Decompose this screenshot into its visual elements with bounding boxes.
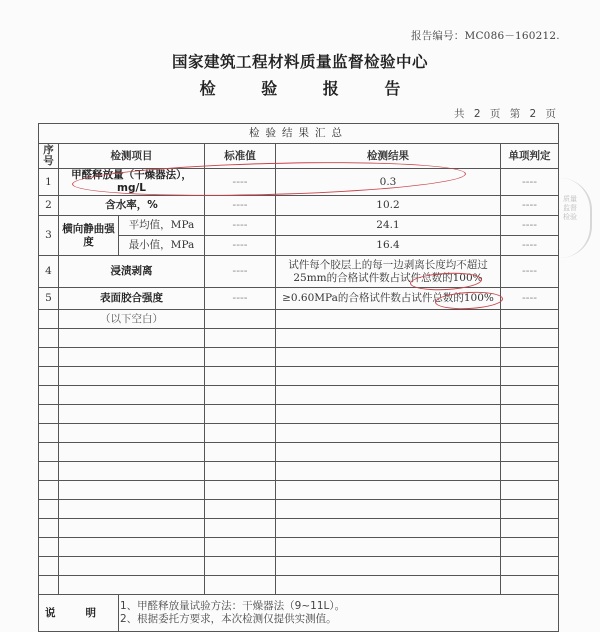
row-seq: 3 bbox=[39, 216, 59, 256]
notes-label-right: 明 bbox=[85, 606, 96, 619]
column-header-seq: 序号 bbox=[39, 144, 59, 169]
row-result: ≥0.60MPa的合格试件数占试件总数的100% bbox=[276, 288, 501, 310]
notes-text bbox=[119, 595, 559, 632]
table-row-empty bbox=[39, 443, 559, 462]
row-result: 16.4 bbox=[276, 236, 501, 256]
row-standard: ---- bbox=[205, 196, 276, 216]
table-row-empty bbox=[39, 348, 559, 367]
row-result: 10.2 bbox=[276, 196, 501, 216]
table-row-empty bbox=[39, 462, 559, 481]
row-sub-label: 最小值，MPa bbox=[119, 236, 205, 256]
results-summary-table bbox=[38, 123, 559, 632]
row-judgement: ---- bbox=[501, 216, 559, 236]
table-row bbox=[39, 216, 559, 236]
blank-rows bbox=[39, 329, 559, 595]
row-result: 24.1 bbox=[276, 216, 501, 236]
table-row bbox=[39, 288, 559, 310]
row-seq: 5 bbox=[39, 288, 59, 310]
row-seq: 4 bbox=[39, 256, 59, 288]
table-row-empty bbox=[39, 329, 559, 348]
row-item: 甲醛释放量（干燥器法），mg/L bbox=[59, 169, 205, 196]
row-standard: ---- bbox=[205, 288, 276, 310]
row-standard: ---- bbox=[205, 216, 276, 236]
row-standard: ---- bbox=[205, 236, 276, 256]
row-judgement: ---- bbox=[501, 236, 559, 256]
table-row-empty bbox=[39, 367, 559, 386]
row-seq: 1 bbox=[39, 169, 59, 196]
notes-label-left: 说 bbox=[45, 606, 56, 619]
notes-label bbox=[39, 595, 119, 632]
blank-marker: （以下空白） bbox=[59, 310, 205, 329]
notes-row bbox=[39, 595, 559, 632]
seal-stamp-text: 质量监督检验 bbox=[563, 195, 577, 221]
column-header-judgement: 单项判定 bbox=[501, 144, 559, 169]
report-number: 报告编号：MC086－160212. bbox=[411, 30, 560, 42]
row-item: 含水率，% bbox=[59, 196, 205, 216]
row-item: 表面胶合强度 bbox=[59, 288, 205, 310]
row-item: 浸渍剥离 bbox=[59, 256, 205, 288]
row-result: 0.3 bbox=[276, 169, 501, 196]
table-row-empty bbox=[39, 386, 559, 405]
table-row-blank-marker bbox=[39, 310, 559, 329]
table-row-empty bbox=[39, 424, 559, 443]
table-row bbox=[39, 256, 559, 288]
row-judgement: ---- bbox=[501, 288, 559, 310]
row-judgement: ---- bbox=[501, 196, 559, 216]
note-line: 1、甲醛释放量试验方法：干燥器法（9~11L）。 bbox=[120, 600, 346, 612]
column-header-standard: 标准值 bbox=[205, 144, 276, 169]
row-item: 横向静曲强度 bbox=[59, 216, 119, 256]
table-row-empty bbox=[39, 500, 559, 519]
column-header-item: 检测项目 bbox=[59, 144, 205, 169]
table-row bbox=[39, 169, 559, 196]
row-standard: ---- bbox=[205, 256, 276, 288]
row-standard: ---- bbox=[205, 169, 276, 196]
table-row-empty bbox=[39, 576, 559, 595]
table-caption: 检验结果汇总 bbox=[39, 124, 559, 144]
table-row-empty bbox=[39, 557, 559, 576]
table-row bbox=[39, 196, 559, 216]
table-row-empty bbox=[39, 519, 559, 538]
table-row-empty bbox=[39, 481, 559, 500]
column-header-result: 检测结果 bbox=[276, 144, 501, 169]
row-judgement: ---- bbox=[501, 169, 559, 196]
row-sub-label: 平均值，MPa bbox=[119, 216, 205, 236]
note-line: 2、根据委托方要求，本次检测仅提供实测值。 bbox=[120, 613, 337, 625]
table-row-empty bbox=[39, 405, 559, 424]
organization-title: 国家建筑工程材料质量监督检验中心 bbox=[171, 53, 428, 71]
document-title: 检 验 报 告 bbox=[199, 79, 421, 98]
table-row-empty bbox=[39, 538, 559, 557]
row-judgement: ---- bbox=[501, 256, 559, 288]
page-info: 共 2 页 第 2 页 bbox=[454, 108, 560, 120]
row-seq: 2 bbox=[39, 196, 59, 216]
row-result: 试件每个胶层上的每一边剥离长度均不超过25mm的合格试件数占试件总数的100% bbox=[276, 256, 501, 288]
